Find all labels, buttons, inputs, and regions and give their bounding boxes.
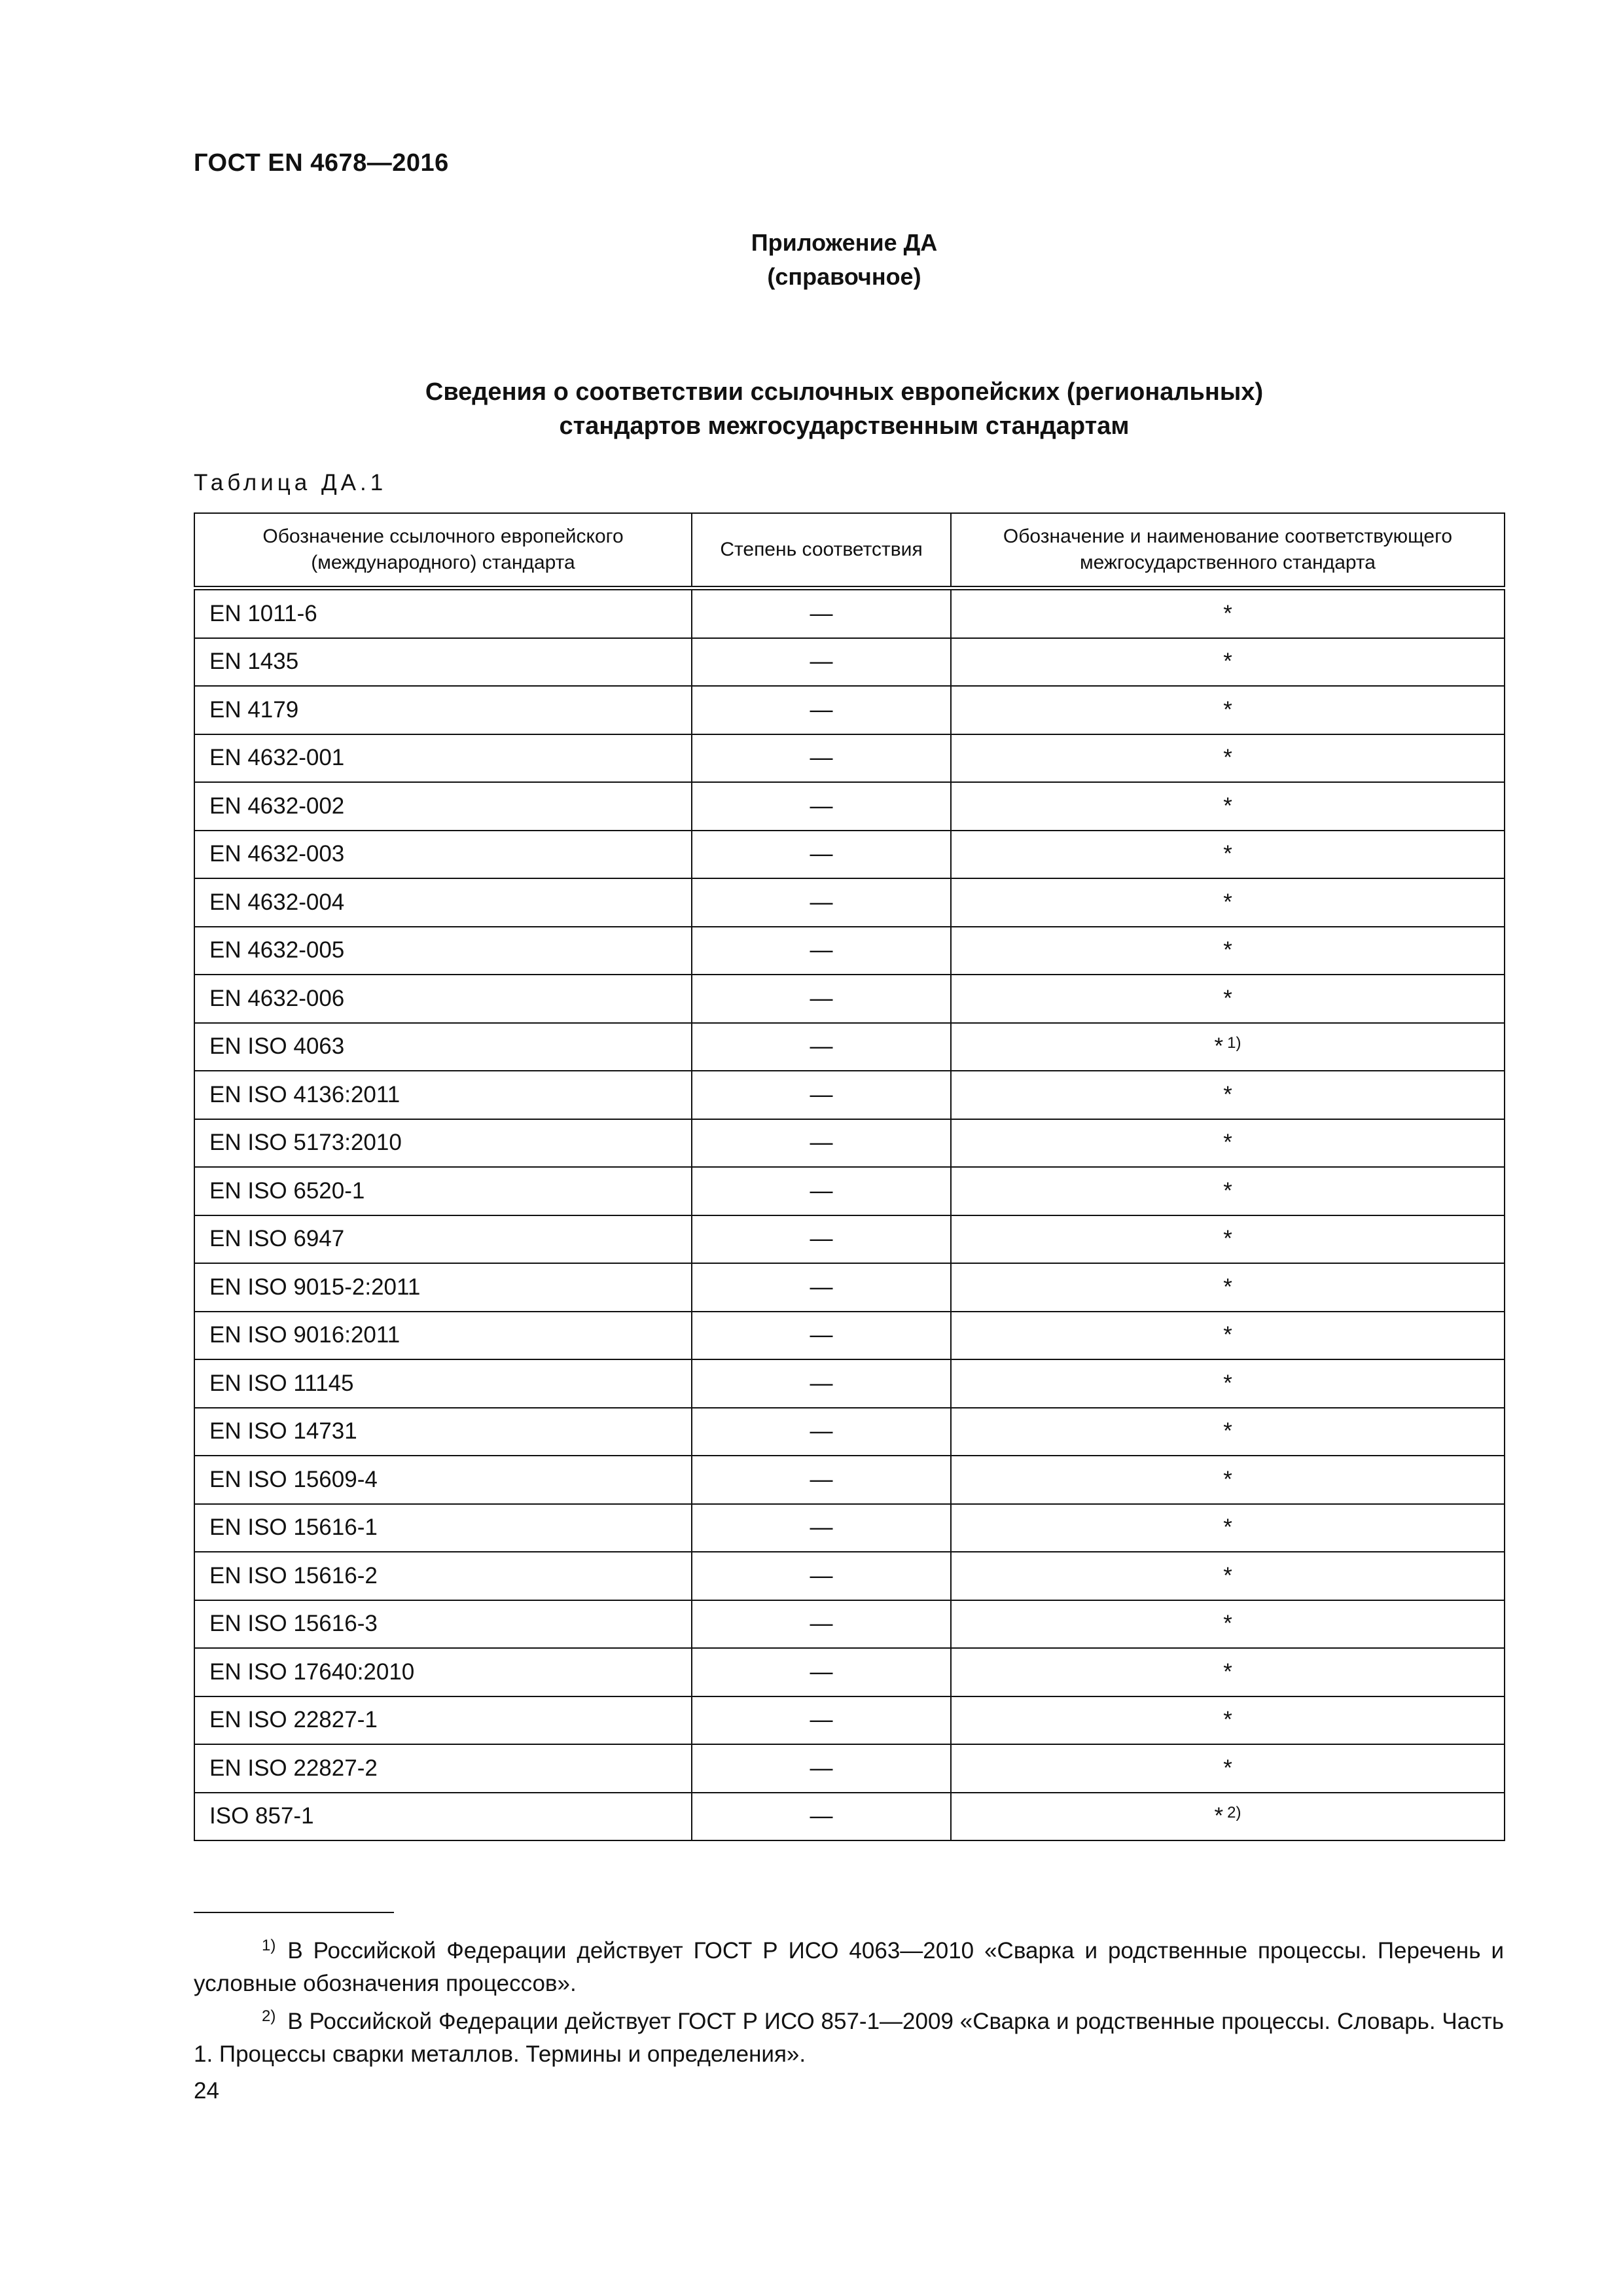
cell-gost-mark: * (1223, 793, 1232, 819)
cell-gost-mark: * (1223, 1755, 1232, 1781)
cell-degree: — (692, 1071, 951, 1119)
cell-gost-mark: * (1223, 649, 1232, 675)
table-row (194, 1312, 1505, 1360)
cell-standard: EN ISO 15616-1 (194, 1504, 692, 1552)
cell-degree: — (692, 1119, 951, 1168)
cell-degree: — (692, 1408, 951, 1456)
cell-gost (951, 1312, 1505, 1360)
footnote-1-mark: 1) (262, 1937, 276, 1954)
cell-gost-mark: * (1223, 889, 1232, 915)
cell-gost (951, 734, 1505, 783)
table-caption: Таблица ДА.1 (194, 470, 387, 495)
cell-standard: EN ISO 6947 (194, 1215, 692, 1264)
table-row (194, 734, 1505, 783)
cell-degree: — (692, 1023, 951, 1071)
cell-standard: EN ISO 9016:2011 (194, 1312, 692, 1360)
cell-gost-mark: * (1223, 1226, 1232, 1252)
cell-gost-mark: * (1223, 1081, 1232, 1107)
cell-gost (951, 1167, 1505, 1215)
cell-degree: — (692, 878, 951, 927)
cell-standard: EN ISO 4063 (194, 1023, 692, 1071)
cell-degree: — (692, 1793, 951, 1841)
cell-standard: EN 4632-002 (194, 782, 692, 831)
column-header-standard: Обозначение ссылочного европейского (международного) стандарта (194, 513, 692, 588)
cell-degree: — (692, 782, 951, 831)
cell-standard: EN ISO 22827-2 (194, 1744, 692, 1793)
cell-degree: — (692, 734, 951, 783)
table-row (194, 1408, 1505, 1456)
column-header-gost: Обозначение и наименование соответствующего межгосударственного стандарта (951, 513, 1505, 588)
cell-gost-mark: * (1223, 1707, 1232, 1733)
table-row (194, 588, 1505, 638)
cell-gost-mark: * (1223, 745, 1232, 771)
footnote-2-mark: 2) (262, 2007, 276, 2025)
cell-degree: — (692, 588, 951, 638)
document-code: ГОСТ EN 4678—2016 (194, 149, 449, 177)
cell-gost-mark: * (1223, 600, 1232, 626)
cell-degree: — (692, 1167, 951, 1215)
cell-gost-mark: * (1223, 1659, 1232, 1685)
table-row (194, 1744, 1505, 1793)
table-body (194, 588, 1505, 1841)
cell-standard: EN ISO 15616-3 (194, 1600, 692, 1649)
table-row (194, 975, 1505, 1023)
cell-gost (951, 975, 1505, 1023)
cell-degree: — (692, 638, 951, 687)
footnote-reference: 2) (1227, 1804, 1241, 1822)
cell-standard: EN ISO 22827-1 (194, 1696, 692, 1745)
table-row (194, 638, 1505, 687)
cell-gost (951, 782, 1505, 831)
cell-standard: EN 4632-003 (194, 831, 692, 879)
cell-degree: — (692, 975, 951, 1023)
appendix-title: Приложение ДА (751, 229, 938, 256)
cell-gost (951, 1119, 1505, 1168)
cell-gost (951, 1456, 1505, 1504)
column-header-degree: Степень соответствия (692, 513, 951, 588)
cell-gost-mark: * (1223, 937, 1232, 963)
cell-degree: — (692, 1696, 951, 1745)
cell-gost-mark: * (1214, 1803, 1224, 1829)
cell-standard: EN 1011-6 (194, 588, 692, 638)
footnotes (194, 1929, 1504, 2071)
cell-gost (951, 1696, 1505, 1745)
cell-degree: — (692, 831, 951, 879)
table-row (194, 686, 1505, 734)
cell-degree: — (692, 686, 951, 734)
cell-gost-mark: * (1223, 985, 1232, 1011)
table-row (194, 1167, 1505, 1215)
cell-degree: — (692, 1215, 951, 1264)
footnote-1-text: В Российской Федерации действует ГОСТ Р ИСО 4063—2010 «Сварка и родственные процессы. Перечень и условные обозначения процессов». (194, 1938, 1504, 1996)
table-row (194, 831, 1505, 879)
footnote-2-text: В Российской Федерации действует ГОСТ Р ИСО 857-1—2009 «Сварка и родственные процессы. Словарь. Часть 1. Процессы сварки металлов. Термины и определения». (194, 2009, 1504, 2067)
cell-gost-mark: * (1223, 1466, 1232, 1492)
section-title-line-2: стандартов межгосударственным стандартам (559, 412, 1130, 440)
cell-standard: EN 1435 (194, 638, 692, 687)
cell-standard: EN ISO 15616-2 (194, 1552, 692, 1600)
table-row (194, 1696, 1505, 1745)
table-row (194, 878, 1505, 927)
cell-degree: — (692, 1263, 951, 1312)
table-row (194, 1504, 1505, 1552)
cell-standard: EN ISO 9015-2:2011 (194, 1263, 692, 1312)
table-row (194, 1119, 1505, 1168)
cell-gost (951, 1023, 1505, 1071)
table-header-row (194, 513, 1505, 588)
cell-gost-mark: * (1223, 1515, 1232, 1541)
cell-degree: — (692, 1600, 951, 1649)
correspondence-table (194, 512, 1505, 1841)
section-title (0, 375, 1623, 443)
cell-gost-mark: * (1223, 1611, 1232, 1637)
cell-standard: EN ISO 5173:2010 (194, 1119, 692, 1168)
cell-standard: EN 4632-005 (194, 927, 692, 975)
cell-degree: — (692, 1648, 951, 1696)
section-title-line-1: Сведения о соответствии ссылочных европейских (региональных) (425, 378, 1264, 406)
table-row (194, 1071, 1505, 1119)
cell-gost-mark: * (1223, 1370, 1232, 1396)
cell-gost (951, 1504, 1505, 1552)
cell-gost (951, 1600, 1505, 1649)
cell-degree: — (692, 1744, 951, 1793)
table-row (194, 1359, 1505, 1408)
table-row (194, 1793, 1505, 1841)
cell-gost (951, 1263, 1505, 1312)
cell-gost (951, 1359, 1505, 1408)
cell-gost-mark: * (1223, 1322, 1232, 1348)
table-row (194, 1648, 1505, 1696)
cell-degree: — (692, 1359, 951, 1408)
cell-gost (951, 638, 1505, 687)
cell-gost-mark: * (1223, 1418, 1232, 1444)
cell-degree: — (692, 927, 951, 975)
footnote-separator (194, 1912, 394, 1913)
footnote-1 (194, 1929, 1504, 2000)
cell-gost (951, 1408, 1505, 1456)
cell-gost (951, 1648, 1505, 1696)
cell-standard: EN ISO 6520-1 (194, 1167, 692, 1215)
table-row (194, 782, 1505, 831)
cell-degree: — (692, 1456, 951, 1504)
table-row (194, 1023, 1505, 1071)
cell-gost (951, 1071, 1505, 1119)
cell-standard: EN 4632-004 (194, 878, 692, 927)
cell-gost (951, 1793, 1505, 1841)
cell-standard: EN ISO 15609-4 (194, 1456, 692, 1504)
cell-gost (951, 1215, 1505, 1264)
table-row (194, 1456, 1505, 1504)
cell-degree: — (692, 1312, 951, 1360)
page-number: 24 (194, 2078, 219, 2104)
cell-standard: EN ISO 11145 (194, 1359, 692, 1408)
cell-gost-mark: * (1223, 696, 1232, 723)
table-row (194, 927, 1505, 975)
cell-gost-mark: * (1214, 1033, 1224, 1060)
appendix-subtitle: (справочное) (767, 263, 921, 290)
cell-gost (951, 878, 1505, 927)
cell-gost (951, 927, 1505, 975)
cell-gost-mark: * (1223, 841, 1232, 867)
footnote-reference: 1) (1227, 1034, 1241, 1052)
cell-degree: — (692, 1552, 951, 1600)
table-row (194, 1600, 1505, 1649)
cell-gost (951, 588, 1505, 638)
cell-gost (951, 686, 1505, 734)
cell-gost (951, 1744, 1505, 1793)
cell-gost (951, 1552, 1505, 1600)
appendix-heading (0, 226, 1623, 294)
table-row (194, 1215, 1505, 1264)
cell-standard: EN ISO 14731 (194, 1408, 692, 1456)
cell-standard: EN 4179 (194, 686, 692, 734)
cell-gost-mark: * (1223, 1562, 1232, 1588)
cell-standard: EN ISO 4136:2011 (194, 1071, 692, 1119)
table-row (194, 1552, 1505, 1600)
cell-degree: — (692, 1504, 951, 1552)
cell-standard: EN ISO 17640:2010 (194, 1648, 692, 1696)
cell-standard: ISO 857-1 (194, 1793, 692, 1841)
cell-gost-mark: * (1223, 1177, 1232, 1204)
table-row (194, 1263, 1505, 1312)
cell-standard: EN 4632-006 (194, 975, 692, 1023)
cell-gost (951, 831, 1505, 879)
cell-gost-mark: * (1223, 1274, 1232, 1300)
footnote-2 (194, 2000, 1504, 2071)
cell-standard: EN 4632-001 (194, 734, 692, 783)
cell-gost-mark: * (1223, 1130, 1232, 1156)
